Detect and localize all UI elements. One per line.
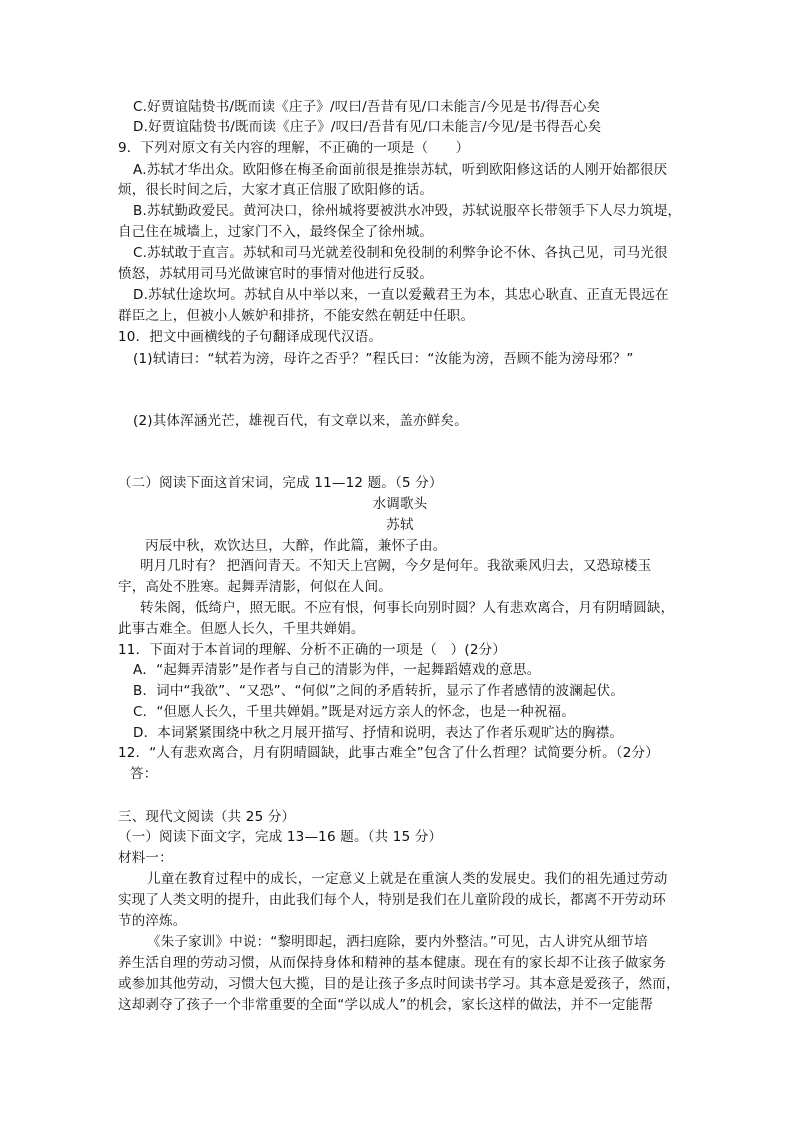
q9-option-c-line2: 愤怒，苏轼用司马光做谏官时的事情对他进行反驳。 [118,266,434,282]
poem-stanza2-line2: 此事古难全。但愿人长久，千里共婵娟。 [118,621,365,637]
q11-stem: 11．下面对于本首词的理解、分析不正确的一项是（ ）(2分） [118,642,507,658]
q9-option-d-line2: 群臣之上，但被小人嫉妒和排挤，不能安然在朝廷中任职。 [118,308,475,324]
q9-option-b-line2: 自己住在城墙上，过家门不入，最终保全了徐州城。 [118,224,434,240]
q10-sentence-2: (2)其体浑涵光芒，雄视百代，有文章以来，盖亦鲜矣。 [133,413,468,429]
q9-option-c-line1: C.苏轼敢于直言。苏轼和司马光就差役制和免役制的利弊争论不休、各执己见，司马光很 [133,245,668,261]
q12-answer-label: 答： [130,766,158,782]
material-para2-line2: 养生活自理的劳动习惯，从而保持身体和精神的基本健康。现在有的家长却不让孩子做家务 [118,955,666,971]
material-para1-line2: 实现了人类文明的提升，由此我们每个人，特别是我们在儿童阶段的成长，都离不开劳动环 [118,892,666,908]
poem-author: 苏轼 [386,517,414,533]
material-para2-line3: 或参加其他劳动，习惯大包大揽，目的是让孩子多点时间读书学习。其本意是爱孩子，然而， [118,976,680,992]
q11-option-d: D．本词紧紧围绕中秋之月展开描写、抒情和说明，表达了作者乐观旷达的胸襟。 [133,725,624,741]
poem-title: 水调歌头 [372,496,428,512]
poem-stanza1-line1: 明月几时有？ 把酒问青天。不知天上宫阙，今夕是何年。我欲乘风归去，又恐琼楼玉 [140,558,652,574]
material-para1-line3: 节的淬炼。 [118,913,187,929]
modern-reading-section-title: 三、现代文阅读（共 25 分） [118,809,296,825]
material-label: 材料一： [118,850,173,866]
material-para2-line1: 《朱子家训》中说：“黎明即起，洒扫庭除，要内外整洁。”可见，古人讲究从细节培 [147,934,648,950]
q11-option-c: C．“但愿人长久，千里共婵娟。”既是对远方亲人的怀念，也是一种祝福。 [133,704,575,720]
material-para1-line1: 儿童在教育过程中的成长，一定意义上就是在重演人类的发展史。我们的祖先通过劳动 [147,871,668,887]
q12-stem: 12．“人有悲欢离合，月有阴晴圆缺，此事古难全”包含了什么哲理？试简要分析。（2分） [118,745,659,761]
material-para2-line4: 这却剥夺了孩子一个非常重要的全面“学以成人”的机会，家长这样的做法，并不一定能帮 [118,997,653,1013]
poem-section-heading: （二）阅读下面这首宋词，完成 11—12 题。（5 分） [118,475,443,491]
poem-stanza1-line2: 宇，高处不胜寒。起舞弄清影，何似在人间。 [118,579,392,595]
q9-stem: 9．下列对原文有关内容的理解，不正确的一项是（ ） [118,140,470,156]
modern-reading-subsection: （一）阅读下面文字，完成 13—16 题。（共 15 分） [118,829,443,845]
q11-option-a: A．“起舞弄清影”是作者与自己的清影为伴，一起舞蹈嬉戏的意思。 [133,662,541,678]
poem-stanza2-line1: 转朱阁，低绮户，照无眠。不应有恨，何事长向别时圆？人有悲欢离合，月有阴晴圆缺， [140,600,675,616]
poem-preface: 丙辰中秋，欢饮达旦，大醉，作此篇，兼怀子由。 [145,538,447,554]
q8-option-c: C.好贾谊陆贽书/既而读《庄子》/叹曰/吾昔有见/口未能言/今见是书/得吾心矣 [133,99,601,115]
q10-stem: 10．把文中画横线的子句翻译成现代汉语。 [118,329,383,345]
q9-option-b-line1: B.苏轼勤政爱民。黄河决口，徐州城将要被洪水冲毁，苏轼说服卒长带领手下人尽力筑堤， [133,203,682,219]
q9-option-a-line2: 烦，很长时间之后，大家才真正信服了欧阳修的话。 [118,182,434,198]
q10-sentence-1: (1)轼请曰：“轼若为滂，母许之否乎？”程氏曰：“汝能为滂，吾顾不能为滂母邪？” [133,351,634,367]
q8-option-d: D.好贾谊陆贽书/既而读《庄子》/叹曰/吾昔有见/口未能言/今见/是书得吾心矣 [133,119,602,135]
q9-option-a-line1: A.苏轼才华出众。欧阳修在梅圣俞面前很是推崇苏轼，听到欧阳修这话的人刚开始都很厌 [133,162,668,178]
q11-option-b: B．词中“我欲”、“又恐”、“何似”之间的矛盾转折，显示了作者感情的波澜起伏。 [133,683,625,699]
q9-option-d-line1: D.苏轼仕途坎坷。苏轼自从中举以来，一直以爱戴君王为本，其忠心耿直、正直无畏远在 [133,287,669,303]
